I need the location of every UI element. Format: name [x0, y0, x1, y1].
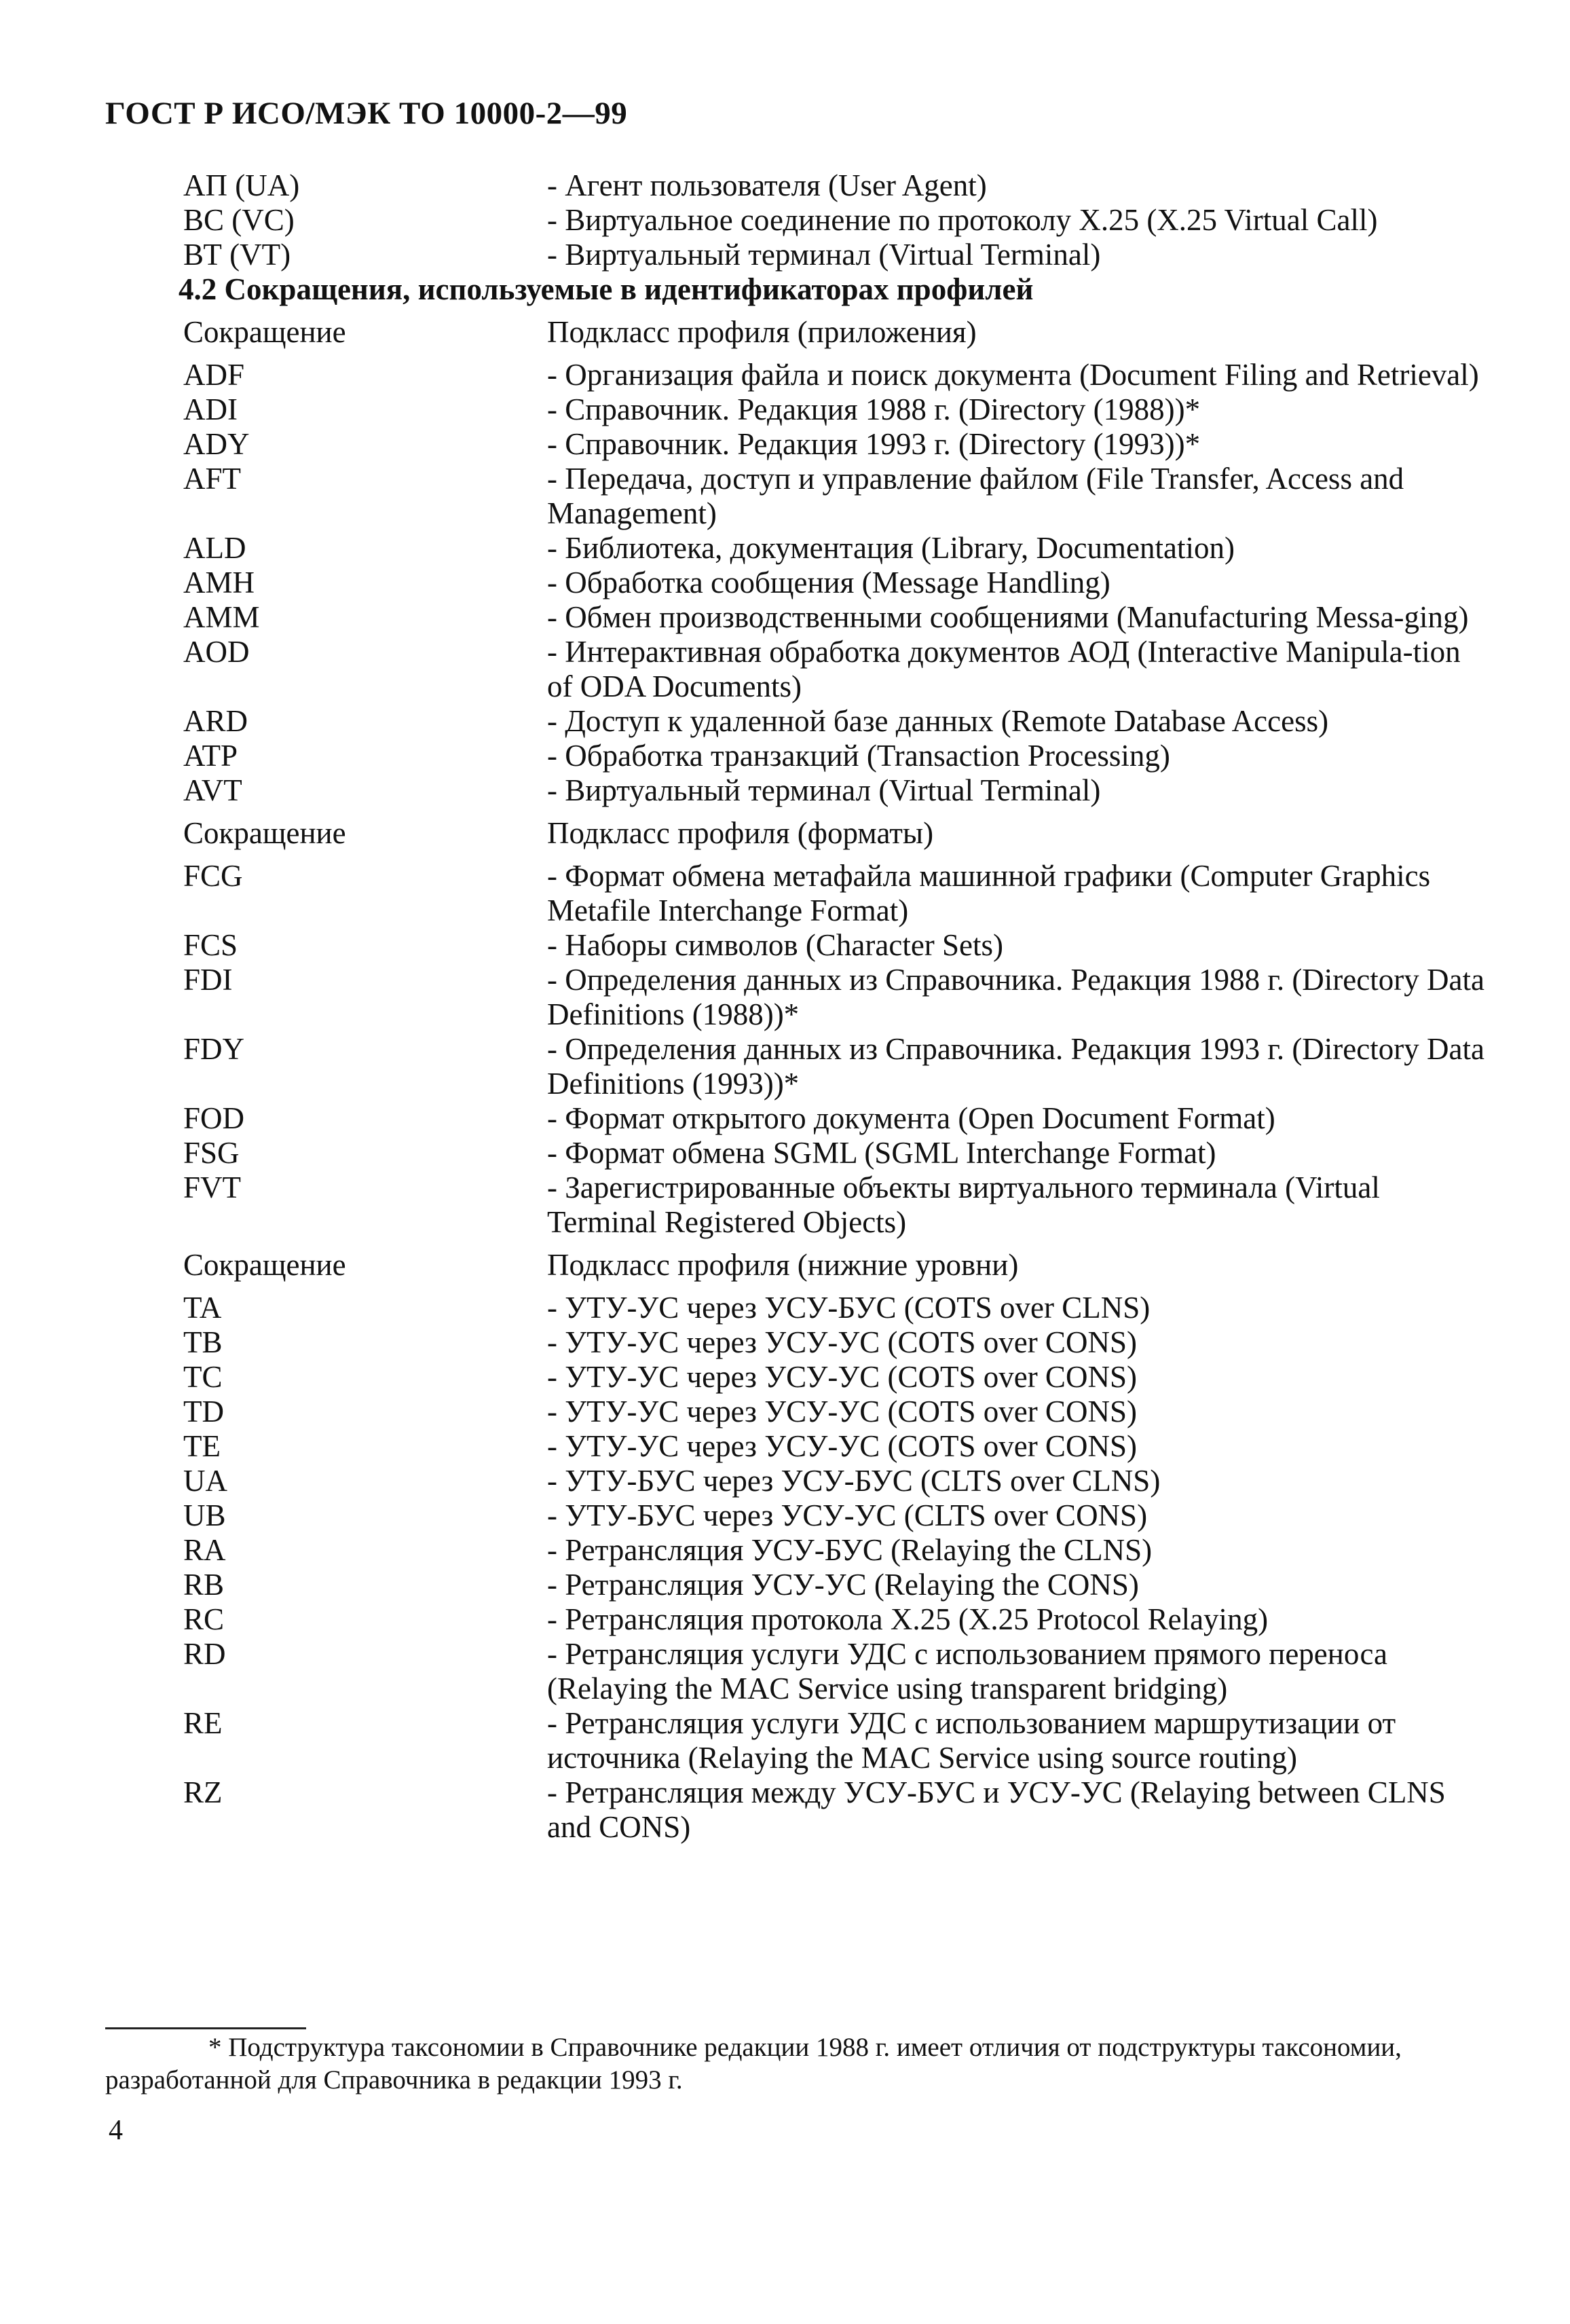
description: - Справочник. Редакция 1988 г. (Directory (1988))* — [547, 392, 1201, 426]
description: - Наборы символов (Character Sets) — [547, 928, 1004, 962]
description: - Виртуальный терминал (Virtual Terminal) — [547, 238, 1101, 272]
column-header-row — [183, 315, 1493, 350]
table-row — [183, 1291, 1493, 1325]
table-row — [183, 1360, 1493, 1395]
description: - Ретрансляция УСУ-УС (Relaying the CONS) — [547, 1568, 1139, 1602]
abbreviation: AMH — [183, 566, 255, 600]
table-row — [183, 859, 1493, 928]
table-row — [183, 1101, 1493, 1136]
table-row — [183, 1775, 1493, 1845]
description: - УТУ-УС через УСУ-УС (COTS over CONS) — [547, 1360, 1137, 1394]
table-row — [183, 1032, 1493, 1101]
table-row — [183, 1395, 1493, 1429]
intro-row — [183, 168, 1493, 203]
description: - Доступ к удаленной базе данных (Remote Database Access) — [547, 704, 1329, 738]
description: - УТУ-БУС через УСУ-БУС (CLTS over CLNS) — [547, 1464, 1161, 1498]
intro-row — [183, 238, 1493, 272]
column-header-subclass: Подкласс профиля (нижние уровни) — [547, 1248, 1019, 1282]
abbreviation: ATP — [183, 739, 238, 773]
abbreviation: АП (UA) — [183, 168, 300, 202]
abbreviation: UA — [183, 1464, 227, 1498]
table-row — [183, 928, 1493, 963]
table-row — [183, 1325, 1493, 1360]
abbreviation: ВТ (VT) — [183, 238, 291, 272]
description: - Формат обмена SGML (SGML Interchange Format) — [547, 1136, 1216, 1170]
column-header-row — [183, 816, 1493, 851]
description: - Виртуальное соединение по протоколу X.25 (X.25 Virtual Call) — [547, 203, 1378, 237]
table-row — [183, 1136, 1493, 1170]
abbreviation: TB — [183, 1325, 223, 1359]
table-row — [183, 531, 1493, 566]
description: - УТУ-УС через УСУ-УС (COTS over CONS) — [547, 1325, 1137, 1359]
section-heading: 4.2 Сокращения, используемые в идентификаторах профилей — [179, 272, 1034, 306]
table-row — [183, 773, 1493, 808]
abbreviation: FVT — [183, 1170, 242, 1204]
table-row — [183, 1602, 1493, 1637]
description: - Организация файла и поиск документа (Document Filing and Retrieval) — [547, 358, 1479, 392]
abbreviation: FOD — [183, 1101, 245, 1135]
table-row — [183, 704, 1493, 739]
abbreviation: AFT — [183, 462, 242, 496]
abbreviation: ADY — [183, 427, 250, 461]
column-header-subclass: Подкласс профиля (приложения) — [547, 315, 977, 349]
table-row — [183, 566, 1493, 600]
abbreviation: FCS — [183, 928, 238, 962]
table-row — [183, 462, 1493, 531]
description: - Виртуальный терминал (Virtual Terminal) — [547, 773, 1101, 807]
description: - Определения данных из Справочника. Редакция 1993 г. (Directory Data Definitions (1993))* — [547, 1032, 1484, 1101]
abbreviation: AVT — [183, 773, 242, 807]
abbreviation: RD — [183, 1637, 226, 1671]
abbreviation: RZ — [183, 1775, 223, 1809]
abbreviation: AOD — [183, 635, 250, 669]
table-row — [183, 600, 1493, 635]
table-row — [183, 1533, 1493, 1568]
abbreviation: ADF — [183, 358, 245, 392]
table-row — [183, 1568, 1493, 1602]
description: - Формат открытого документа (Open Document Format) — [547, 1101, 1275, 1135]
abbreviation: AMM — [183, 600, 260, 634]
column-header-row — [183, 1248, 1493, 1283]
abbreviation: ARD — [183, 704, 248, 738]
abbreviation: TC — [183, 1360, 223, 1394]
abbreviation: ALD — [183, 531, 246, 565]
table-row — [183, 427, 1493, 462]
description: - Обработка сообщения (Message Handling) — [547, 566, 1110, 600]
description: - Определения данных из Справочника. Редакция 1988 г. (Directory Data Definitions (1988))* — [547, 963, 1484, 1031]
column-header-subclass: Подкласс профиля (форматы) — [547, 816, 934, 850]
abbreviation: FDI — [183, 963, 233, 997]
abbreviation: TD — [183, 1395, 224, 1428]
column-header-abbreviation: Сокращение — [183, 1248, 346, 1282]
table-row — [183, 1498, 1493, 1533]
description: - Интерактивная обработка документов АОД (Interactive Manipula-tion of ODA Documents) — [547, 635, 1461, 703]
description: - Справочник. Редакция 1993 г. (Directory (1993))* — [547, 427, 1201, 461]
description: - Формат обмена метафайла машинной графики (Computer Graphics Metafile Interchange Format) — [547, 859, 1431, 927]
description: - Зарегистрированные объекты виртуального терминала (Virtual Terminal Registered Objects) — [547, 1170, 1380, 1239]
description: - Ретрансляция между УСУ-БУС и УСУ-УС (Relaying between CLNS and CONS) — [547, 1775, 1446, 1844]
abbreviation: RE — [183, 1706, 223, 1740]
description: - УТУ-УС через УСУ-УС (COTS over CONS) — [547, 1395, 1137, 1428]
table-row — [183, 739, 1493, 773]
intro-row — [183, 203, 1493, 238]
table-row — [183, 358, 1493, 392]
description: - УТУ-УС через УСУ-УС (COTS over CONS) — [547, 1429, 1137, 1463]
description: - УТУ-БУС через УСУ-УС (CLTS over CONS) — [547, 1498, 1148, 1532]
description: - Обмен производственными сообщениями (Manufacturing Messa-ging) — [547, 600, 1469, 634]
abbreviation: FSG — [183, 1136, 240, 1170]
description: - Ретрансляция услуги УДС с использованием маршрутизации от источника (Relaying the MAC Service using source routing) — [547, 1706, 1396, 1775]
description: - Агент пользователя (User Agent) — [547, 168, 987, 202]
abbreviation: ADI — [183, 392, 238, 426]
table-row — [183, 392, 1493, 427]
page-header: ГОСТ Р ИСО/МЭК ТО 10000-2—99 — [105, 96, 628, 131]
table-row — [183, 1706, 1493, 1775]
abbreviation: FCG — [183, 859, 243, 893]
table-row — [183, 1170, 1493, 1240]
document-body — [179, 168, 1493, 1845]
table-row — [183, 635, 1493, 704]
abbreviation: RC — [183, 1602, 225, 1636]
description: - Обработка транзакций (Transaction Processing) — [547, 739, 1170, 773]
page-number: 4 — [109, 2115, 123, 2146]
table-row — [183, 963, 1493, 1032]
abbreviation: TE — [183, 1429, 221, 1463]
abbreviation: ВС (VC) — [183, 203, 295, 237]
abbreviation: FDY — [183, 1032, 245, 1066]
table-row — [183, 1637, 1493, 1706]
description: - УТУ-УС через УСУ-БУС (COTS over CLNS) — [547, 1291, 1151, 1325]
description: - Ретрансляция услуги УДС с использованием прямого переноса (Relaying the MAC Service using transparent bridging) — [547, 1637, 1387, 1705]
column-header-abbreviation: Сокращение — [183, 816, 346, 850]
abbreviation: RB — [183, 1568, 225, 1602]
footnote: * Подструктура таксономии в Справочнике редакции 1988 г. имеет отличия от подструктуры таксономии, разработанной для Справочника в редакции 1993 г. — [105, 2033, 1402, 2095]
abbreviation: RA — [183, 1533, 226, 1567]
footnote-divider — [105, 2027, 306, 2029]
column-header-abbreviation: Сокращение — [183, 315, 346, 349]
table-row — [183, 1464, 1493, 1498]
abbreviation: UB — [183, 1498, 226, 1532]
description: - Библиотека, документация (Library, Documentation) — [547, 531, 1235, 565]
abbreviation: TA — [183, 1291, 222, 1325]
description: - Передача, доступ и управление файлом (File Transfer, Access and Management) — [547, 462, 1404, 530]
table-row — [183, 1429, 1493, 1464]
description: - Ретрансляция протокола X.25 (X.25 Protocol Relaying) — [547, 1602, 1269, 1636]
description: - Ретрансляция УСУ-БУС (Relaying the CLNS) — [547, 1533, 1153, 1567]
